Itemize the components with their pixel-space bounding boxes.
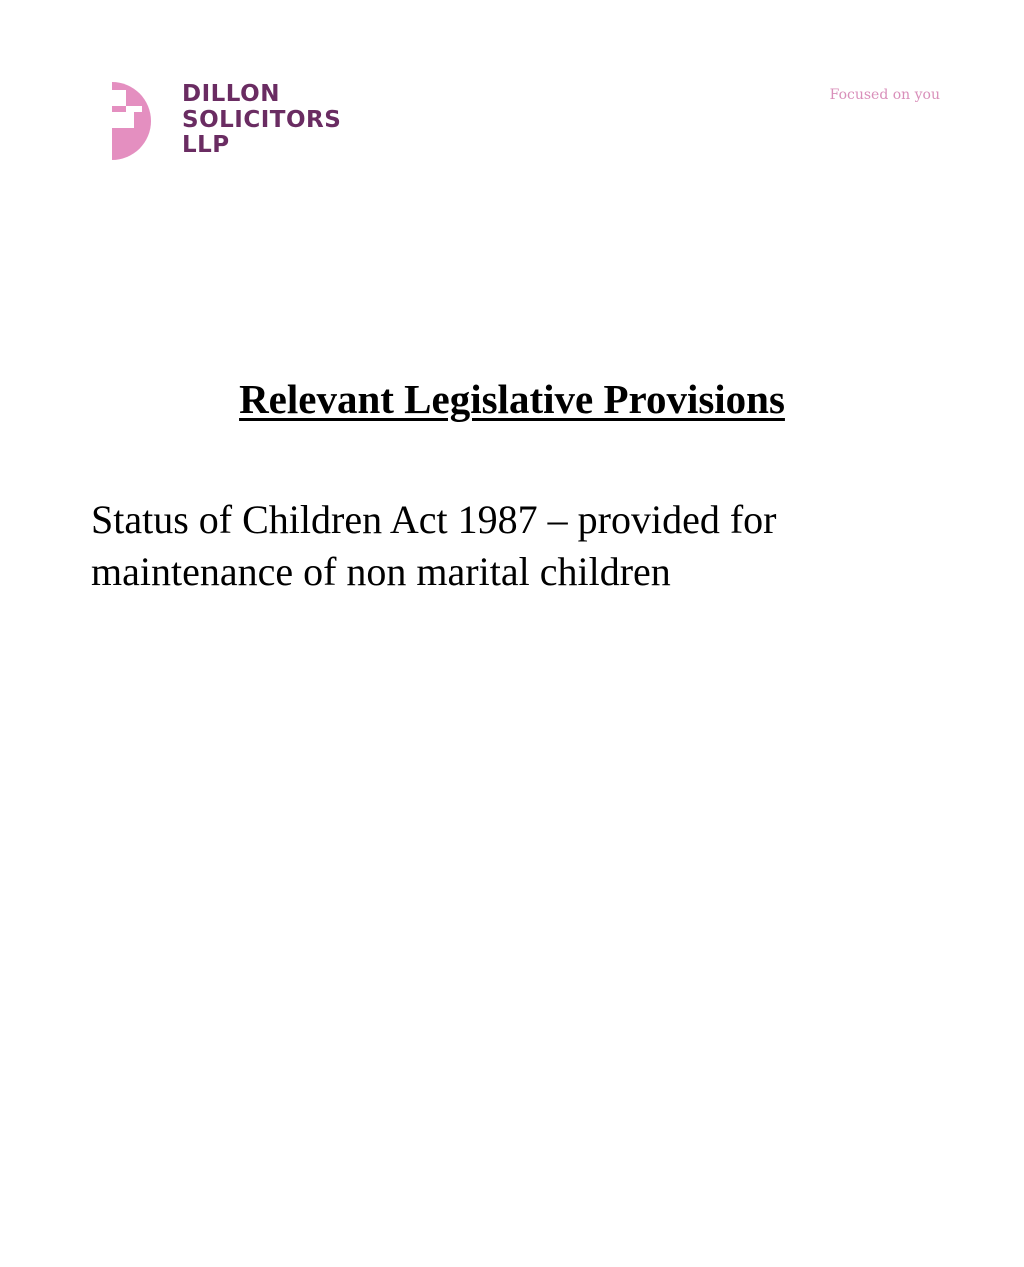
logo-icon xyxy=(112,82,166,160)
logo-line-1: DILLON xyxy=(182,81,280,107)
page-header xyxy=(0,0,1024,180)
logo-line-3: LLP xyxy=(182,132,230,158)
page-title xyxy=(0,372,1024,426)
logo-line-2: SOLICITORS xyxy=(182,106,342,133)
body-paragraph: Status of Children Act 1987 – provided for maintenance of non marital children xyxy=(91,497,777,594)
tagline: Focused on you xyxy=(829,87,940,103)
logo-wordmark xyxy=(182,82,341,159)
page-title-text: Relevant Legislative Provisions xyxy=(239,376,785,422)
